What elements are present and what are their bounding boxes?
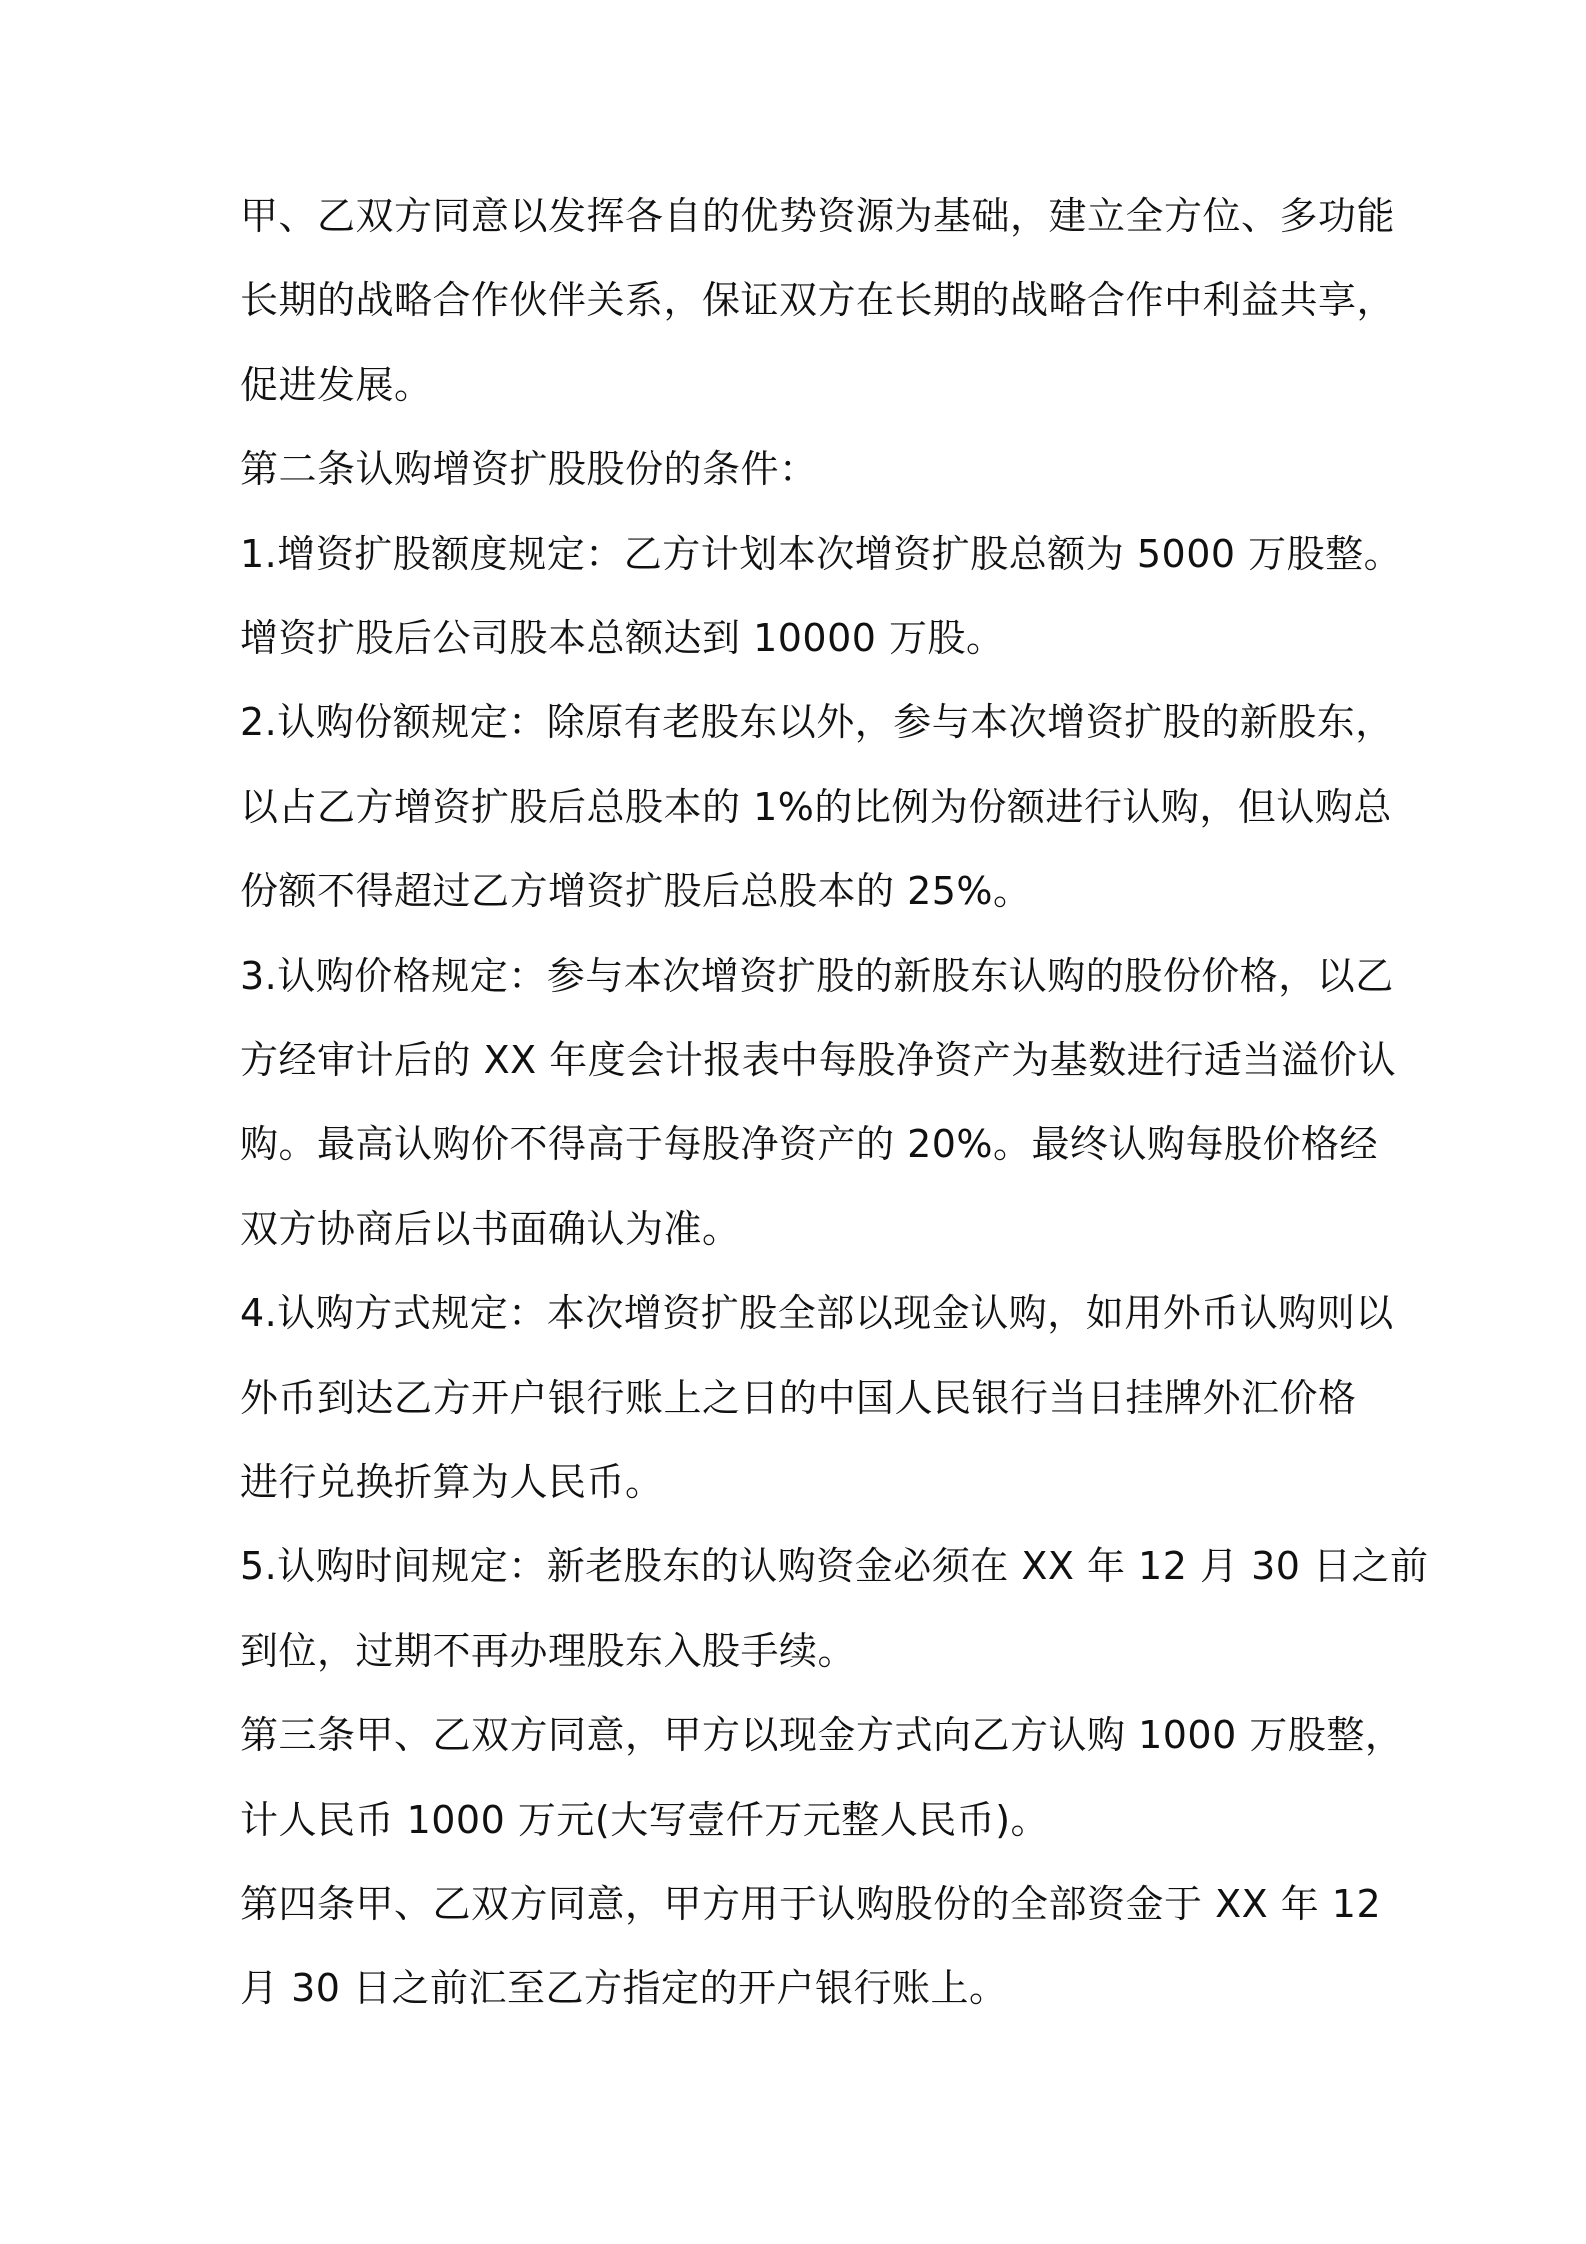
clause-5-line-2: 到位，过期不再办理股东入股手续。 bbox=[240, 1629, 857, 1673]
clause-1-line-2: 增资扩股后公司股本总额达到 10000 万股。 bbox=[240, 616, 1005, 660]
text-line-2: 长期的战略合作伙伴关系，保证双方在长期的战略合作中利益共享， bbox=[240, 278, 1396, 322]
clause-2-line-1: 2.认购份额规定：除原有老股东以外，参与本次增资扩股的新股东， bbox=[240, 700, 1394, 744]
article-3-line-1: 第三条甲、乙双方同意，甲方以现金方式向乙方认购 1000 万股整， bbox=[240, 1713, 1404, 1757]
clause-3-line-4: 双方协商后以书面确认为准。 bbox=[240, 1207, 741, 1251]
text-line-1: 甲、乙双方同意以发挥各自的优势资源为基础，建立全方位、多功能 bbox=[240, 194, 1396, 238]
clause-2-line-3: 份额不得超过乙方增资扩股后总股本的 25%。 bbox=[240, 869, 1032, 913]
clause-4-line-2: 外币到达乙方开户银行账上之日的中国人民银行当日挂牌外汇价格 bbox=[240, 1376, 1357, 1420]
clause-3-line-2: 方经审计后的 XX 年度会计报表中每股净资产为基数进行适当溢价认 bbox=[240, 1038, 1397, 1082]
clause-1-line-1: 1.增资扩股额度规定：乙方计划本次增资扩股总额为 5000 万股整。 bbox=[240, 532, 1403, 576]
clause-2-line-2: 以占乙方增资扩股后总股本的 1%的比例为份额进行认购，但认购总 bbox=[240, 785, 1392, 829]
clause-5-line-1: 5.认购时间规定：新老股东的认购资金必须在 XX 年 12 月 30 日之前 bbox=[240, 1544, 1429, 1588]
article-4-line-1: 第四条甲、乙双方同意，甲方用于认购股份的全部资金于 XX 年 12 bbox=[240, 1882, 1382, 1926]
text-line-3: 促进发展。 bbox=[240, 363, 433, 407]
article-2-heading: 第二条认购增资扩股股份的条件： bbox=[240, 447, 818, 491]
clause-4-line-3: 进行兑换折算为人民币。 bbox=[240, 1460, 664, 1504]
clause-3-line-3: 购。最高认购价不得高于每股净资产的 20%。最终认购每股价格经 bbox=[240, 1122, 1379, 1166]
clause-4-line-1: 4.认购方式规定：本次增资扩股全部以现金认购，如用外币认购则以 bbox=[240, 1291, 1394, 1335]
article-3-line-2: 计人民币 1000 万元(大写壹仟万元整人民币)。 bbox=[240, 1798, 1050, 1842]
article-4-line-2: 月 30 日之前汇至乙方指定的开户银行账上。 bbox=[240, 1966, 1008, 2010]
clause-3-line-1: 3.认购价格规定：参与本次增资扩股的新股东认购的股份价格，以乙 bbox=[240, 954, 1394, 998]
